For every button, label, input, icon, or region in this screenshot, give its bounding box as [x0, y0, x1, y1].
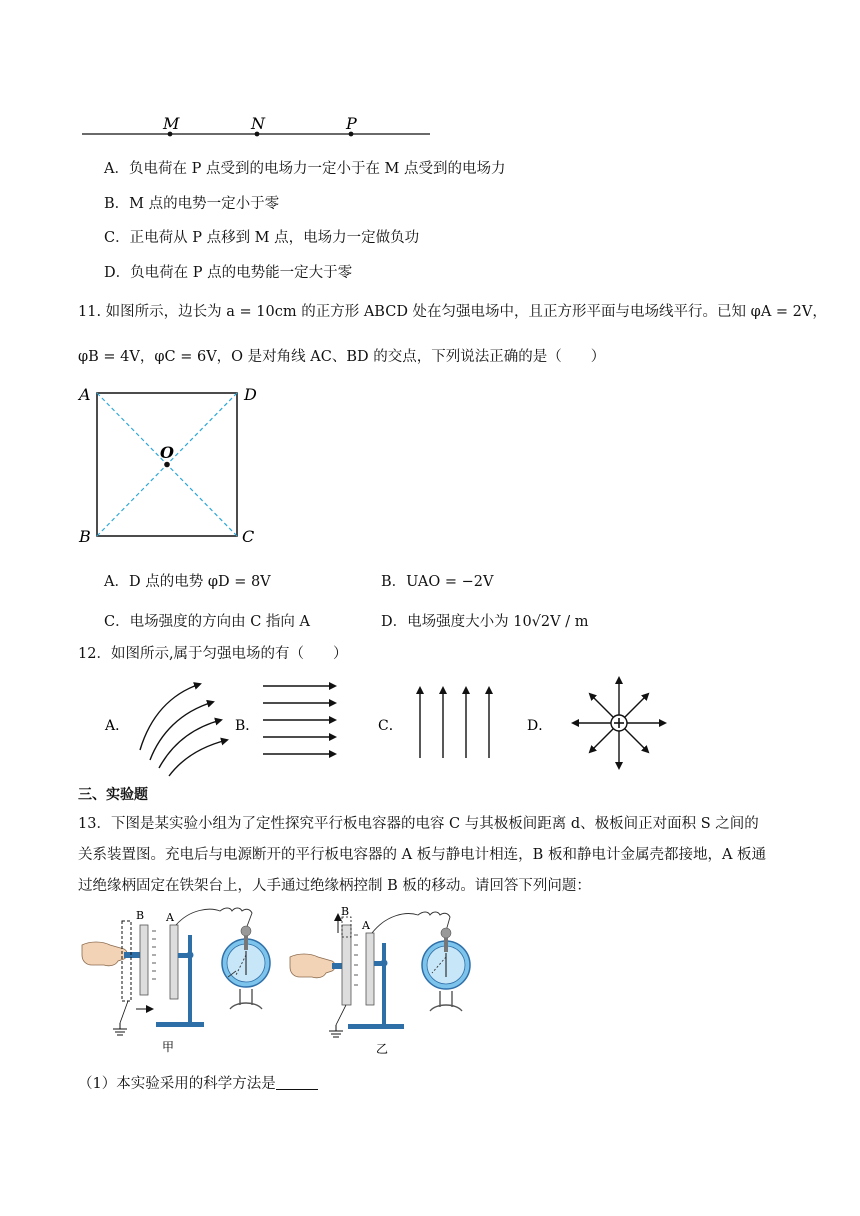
label-o: O [160, 443, 174, 462]
q12-option-c-lines [420, 688, 489, 758]
label-a-jia: A [166, 911, 174, 924]
label-n: N [251, 114, 265, 133]
plate-b [122, 921, 131, 1001]
q12-stem: 12．如图所示,属于匀强电场的有（ ） [78, 646, 348, 662]
q13-stem-line1: 13．下图是某实验小组为了定性探究平行板电容器的电容 C 与其极板间距离 d、极板间正对面积 S 之间的 [78, 816, 759, 832]
q13-stem-line3: 过绝缘柄固定在铁架台上，人手通过绝缘柄控制 B 板的移动。请回答下列问题： [78, 878, 591, 894]
label-yi: 乙 [376, 1042, 389, 1056]
label-d: D [244, 385, 257, 404]
q11-option-a: A．D 点的电势 φD = 8V [104, 574, 271, 590]
label-m: M [163, 114, 180, 133]
q11-stem-line2: φB = 4V，φC = 6V，O 是对角线 AC、BD 的交点，下列说法正确的是（ ） [78, 349, 606, 365]
q12-option-a-curves [140, 684, 227, 776]
q12-label-b: B． [235, 718, 260, 734]
q12-options-figure [95, 672, 685, 778]
q12-label-a: A． [105, 718, 130, 734]
q13-apparatus-figure [80, 905, 480, 1060]
hand-icon [82, 942, 127, 966]
q13-sub1-text: （1）本实验采用的科学方法是 [78, 1076, 276, 1092]
label-b-jia: B [136, 909, 145, 922]
label-b: B [79, 527, 91, 546]
q12-label-d: D． [527, 718, 553, 734]
q10-option-b: B．M 点的电势一定小于零 [104, 196, 280, 212]
answer-blank[interactable] [276, 1075, 318, 1090]
setup-jia [82, 908, 270, 1054]
label-b-yi: B [341, 905, 350, 918]
plate-a [170, 925, 178, 999]
hand-icon-2 [290, 954, 335, 978]
q10-option-a: A．负电荷在 P 点受到的电场力一定小于在 M 点受到的电场力 [104, 161, 506, 177]
q12-option-b-lines [263, 686, 335, 754]
q11-option-d: D．电场强度大小为 10√2V / m [381, 614, 589, 630]
q11-stem-line1: 11. 如图所示，边长为 a = 10cm 的正方形 ABCD 处在匀强电场中，且正方形平面与电场线平行。已知 φA = 2V， [78, 304, 827, 320]
q10-option-c: C．正电荷从 P 点移到 M 点，电场力一定做负功 [104, 230, 420, 246]
q10-line-figure [80, 112, 440, 142]
label-jia: 甲 [162, 1040, 175, 1054]
q11-square-figure [74, 380, 274, 550]
plate-a-2 [366, 933, 374, 1005]
label-c: C [242, 527, 255, 546]
section-title: 三、实验题 [78, 787, 148, 803]
setup-yi [290, 905, 470, 1056]
q11-option-c: C．电场强度的方向由 C 指向 A [104, 614, 310, 630]
label-a: A [79, 385, 91, 404]
q10-option-d: D．负电荷在 P 点的电势能一定大于零 [104, 265, 353, 281]
point-o [164, 462, 170, 468]
label-p: P [346, 114, 357, 133]
q12-label-c: C． [378, 718, 403, 734]
q13-subquestion-1 [78, 1072, 318, 1093]
q13-stem-line2: 关系装置图。充电后与电源断开的平行板电容器的 A 板与静电计相连，B 板和静电计金属壳都接地，A 板通 [78, 847, 767, 863]
q11-option-b: B．UAO = −2V [381, 574, 494, 590]
label-a-yi: A [362, 919, 370, 932]
